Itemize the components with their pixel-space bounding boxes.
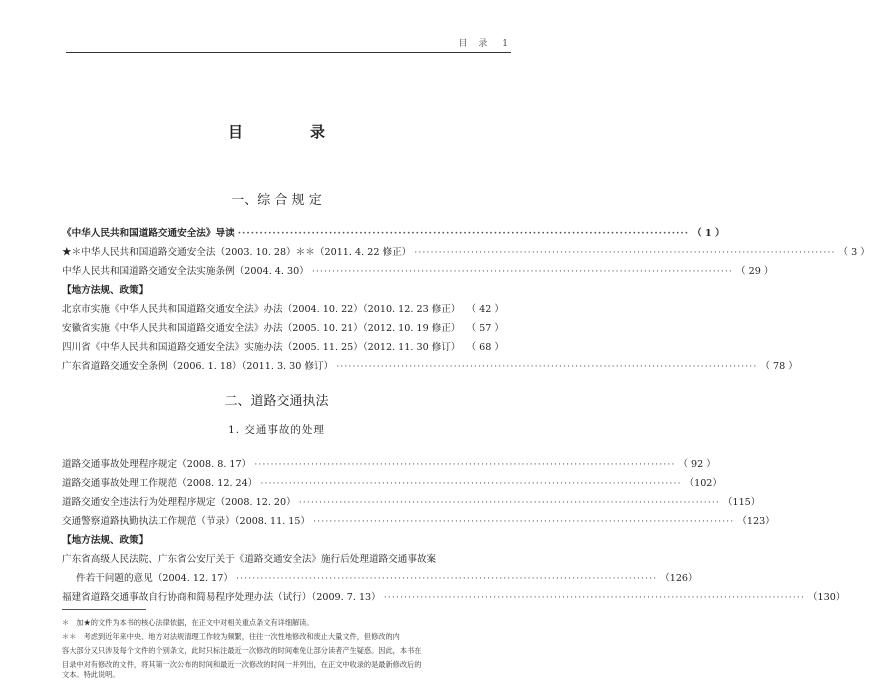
toc-leader: ········································································································ (414, 247, 836, 258)
toc-entry-page: （126） (660, 573, 698, 584)
toc-entry-text: 安徽省实施《中华人民共和国道路交通安全法》办法（2005. 10. 21）（2012. 10. 19 修正） (62, 323, 461, 334)
toc-entry-page: （ 3 ） (838, 247, 870, 258)
toc-entry-text: 交通警察道路执勤执法工作规范（节录）（2008. 11. 15） (62, 516, 311, 527)
page-title: 目 录 (227, 123, 351, 141)
toc-leader: ········································································································ (260, 478, 682, 489)
header-rule (66, 52, 511, 53)
toc-entry-page: （ 1 ） (692, 228, 725, 239)
toc-entry[interactable] (76, 570, 698, 584)
toc-entry-page: （ 92 ） (678, 459, 716, 470)
toc-leader: ········································································································ (313, 516, 735, 527)
toc-entry-page: （ 57 ） (466, 323, 505, 334)
toc-entry[interactable] (62, 225, 725, 239)
toc-entry[interactable] (62, 301, 505, 315)
running-title: 目 录 (458, 39, 489, 49)
footnote-line: 文本。特此说明。 (62, 670, 120, 679)
subsection-title: 1. 交通事故的处理 (228, 424, 325, 436)
toc-entry-page: （ 29 ） (735, 266, 774, 277)
toc-entry-page: （123） (737, 516, 775, 527)
footnote-line: 目录中对有修改的文件，将其第一次公布的时间和最近一次修改的时间一并列出，在正文中收录的是最新修改后的 (62, 660, 422, 669)
toc-entry-page: （115） (722, 497, 761, 508)
toc-entry[interactable] (62, 320, 505, 334)
toc-leader: ········································································································ (336, 361, 758, 372)
category-label: 【地方法规、政策】 (62, 535, 149, 546)
toc-entry-text: 中华人民共和国道路交通安全法实施条例（2004. 4. 30） (62, 266, 309, 277)
toc-entry-text: 道路交通安全违法行为处理程序规定（2008. 12. 20） (62, 497, 296, 508)
toc-entry-page: （ 42 ） (466, 304, 505, 315)
footnote: ＊ 加★的文件为本书的核心法律依据，在正文中对相关重点条文有详细解读。 (62, 618, 314, 627)
footnote-rule (62, 609, 146, 610)
toc-entry-page: （ 78 ） (760, 361, 798, 372)
toc-entry-text: ★＊中华人民共和国道路交通安全法（2003. 10. 28）＊＊（2011. 4. 22 修正） (62, 247, 412, 258)
page-number: 1 (502, 39, 509, 49)
toc-leader: ········································································································ (311, 266, 733, 277)
footnote: ＊＊ 考虑到近年来中央、地方对法规清理工作较为频繁，往往一次性地修改和废止大量文件，但修改的内 (62, 632, 400, 641)
toc-leader: ········································································································ (254, 459, 676, 470)
toc-entry[interactable] (62, 589, 846, 603)
toc-entry-text: 《中华人民共和国道路交通安全法》导读 (62, 228, 235, 239)
toc-entry-text: 道路交通事故处理工作规范（2008. 12. 24） (62, 478, 258, 489)
toc-entry-text: 广东省道路交通安全条例（2006. 1. 18）（2011. 3. 30 修订） (62, 361, 334, 372)
footnote-line: 容大部分又只涉及每个文件的个别条文，此时只标注最近一次修改的时间难免让部分读者产生疑惑。因此，本书在 (62, 646, 422, 655)
toc-entry-text: 福建省道路交通事故自行协商和简易程序处理办法（试行）（2009. 7. 13） (62, 592, 381, 603)
toc-entry[interactable] (62, 339, 505, 353)
toc-leader: ········································································································ (298, 497, 720, 508)
toc-entry[interactable] (62, 456, 716, 470)
toc-entry[interactable] (62, 475, 722, 489)
toc-entry-text: 四川省《中华人民共和国道路交通安全法》实施办法（2005. 11. 25）（2012. 11. 30 修订） (62, 342, 461, 353)
toc-entry-page: （102） (684, 478, 722, 489)
category-label: 【地方法规、政策】 (62, 285, 149, 296)
toc-entry[interactable] (62, 263, 774, 277)
toc-entry-page: （130） (807, 592, 846, 603)
toc-leader: ········································································································ (383, 592, 805, 603)
toc-entry-text: 件若干问题的意见（2004. 12. 17） (76, 573, 233, 584)
toc-entry[interactable] (62, 358, 798, 372)
toc-entry[interactable] (62, 244, 870, 258)
toc-leader: ········································································································ (237, 228, 690, 239)
toc-entry-page: （ 68 ） (466, 342, 505, 353)
toc-entry-text: 道路交通事故处理程序规定（2008. 8. 17） (62, 459, 252, 470)
toc-leader: ········································································································ (235, 573, 658, 584)
toc-entry[interactable] (62, 494, 761, 508)
running-header (458, 36, 509, 49)
section-title-enforcement: 二、道路交通执法 (224, 394, 329, 409)
toc-entry-first-line[interactable]: 广东省高级人民法院、广东省公安厅关于《道路交通安全法》施行后处理道路交通事故案 (62, 554, 437, 565)
toc-entry-text: 北京市实施《中华人民共和国道路交通安全法》办法（2004. 10. 22）（2010. 12. 23 修正） (62, 304, 461, 315)
toc-entry[interactable] (62, 513, 775, 527)
section-title-general: 一、综 合 规 定 (231, 193, 322, 208)
